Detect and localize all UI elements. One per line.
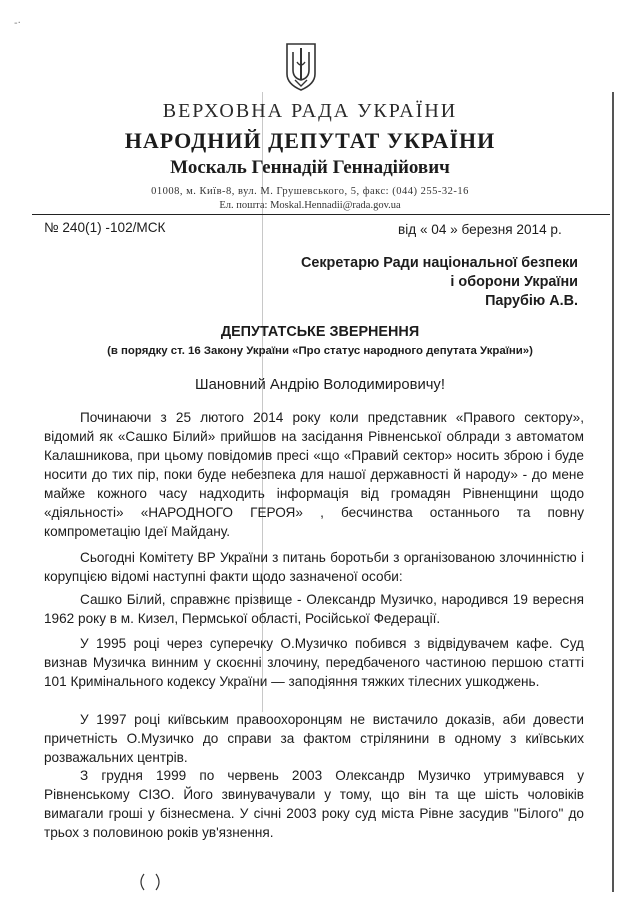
header-divider <box>32 214 610 215</box>
address-line: 01008, м. Київ-8, вул. М. Грушевського, 5, факс: (044) 255-32-16 <box>151 186 469 197</box>
appeal-title: ДЕПУТАТСЬКЕ ЗВЕРНЕННЯ <box>220 324 420 340</box>
council-name: ВЕРХОВНА РАДА УКРАЇНИ <box>162 100 458 122</box>
paragraph: У 1997 році київським правоохоронцям не вистачило доказів, аби довести причетність О.Музичко до справи за фактом стрілянини в одному з київських розважальних центрів. <box>44 712 584 765</box>
deputy-name: Москаль Геннадій Геннадійович <box>170 157 450 178</box>
salutation: Шановний Андрію Володимировичу! <box>195 377 445 393</box>
appeal-subtitle: (в порядку ст. 16 Закону України «Про статус народного депутата України») <box>107 345 533 357</box>
paragraph: Сьогодні Комітету ВР України з питань боротьби з організованою злочинністю і корупцією відомі наступні факти щодо зазначеної особи: <box>44 550 584 584</box>
reference-date: від « 04 » березня 2014 р. <box>398 222 562 237</box>
email-line: Ел. пошта: Moskal.Hennadii@rada.gov.ua <box>219 200 401 211</box>
trident-emblem-icon <box>283 40 319 92</box>
scan-page-edge <box>612 92 614 892</box>
deputy-title: НАРОДНИЙ ДЕПУТАТ УКРАЇНИ <box>124 128 496 153</box>
addressee-line-3: Парубію А.В. <box>485 293 578 309</box>
paragraph: Сашко Білий, справжнє прізвище - Олександр Музичко, народився 19 вересня 1962 року в м. Кизел, Пермської області, Російської Федерації. <box>44 592 584 626</box>
addressee-block <box>301 254 578 311</box>
paragraph: Починаючи з 25 лютого 2014 року коли представник «Правого сектору», відомий як «Сашко Білий» прийшов на засідання Рівненської облради з автоматом Калашникова, при цьому повідомив пресі «що «Правий сектор» носить зброю і буде носити до тих пір, поки буде небезпека для нашої державності й народу» - до мене майже кожного часу надходить інформація від громадян Рівненщини щодо «діяльності» «НАРОДНОГО ГЕРОЯ» , бесчинства останнього та повну компрометацію Ідеї Майдану. <box>44 410 584 539</box>
addressee-line-1: Секретарю Ради національної безпеки <box>300 255 578 271</box>
paragraph: У 1995 році через суперечку О.Музичко побився з відвідувачем кафе. Суд визнав Музичка винним у скоєнні злочину, передбаченого частиною першою статті 101 Кримінального кодексу України — заподіяння тяжких тілесних ушкоджень. <box>44 636 584 689</box>
scan-mark: -· <box>14 18 21 29</box>
handwritten-mark <box>136 870 166 894</box>
addressee-line-2: і оборони України <box>450 274 578 290</box>
reference-number: № 240(1) -102/МСК <box>44 220 166 235</box>
paragraph: З грудня 1999 по червень 2003 Олександр Музичко утримувався у Рівненському СІЗО. Його звинувачували у тому, що він та ще шість чоловіків вимагали гроші у бізнесмена. У січні 2003 року суд міста Рівне засудив "Білого" до трьох з половиною років ув'язнення. <box>44 768 584 840</box>
